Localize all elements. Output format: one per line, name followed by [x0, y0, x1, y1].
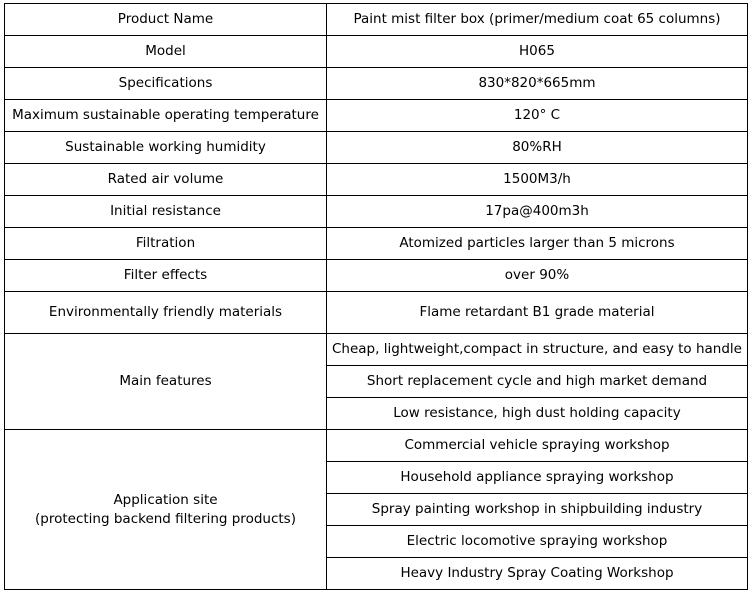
row-label: Filtration	[5, 228, 327, 260]
table-row	[5, 36, 748, 68]
application-item: Household appliance spraying workshop	[327, 462, 748, 494]
row-label: Product Name	[5, 4, 327, 36]
table-row	[5, 430, 748, 462]
row-value: H065	[327, 36, 748, 68]
row-label: Rated air volume	[5, 164, 327, 196]
table-row	[5, 132, 748, 164]
application-item: Spray painting workshop in shipbuilding industry	[327, 494, 748, 526]
table-row	[5, 100, 748, 132]
feature-item: Low resistance, high dust holding capacity	[327, 398, 748, 430]
feature-item: Cheap, lightweight,compact in structure, and easy to handle	[327, 334, 748, 366]
row-value: Paint mist filter box (primer/medium coat 65 columns)	[327, 4, 748, 36]
table-row	[5, 196, 748, 228]
main-features-label: Main features	[5, 334, 327, 430]
row-value: 1500M3/h	[327, 164, 748, 196]
row-label: Specifications	[5, 68, 327, 100]
application-site-subtitle: (protecting backend filtering products)	[35, 510, 296, 527]
row-value: Atomized particles larger than 5 microns	[327, 228, 748, 260]
table-row	[5, 334, 748, 366]
row-label: Maximum sustainable operating temperature	[5, 100, 327, 132]
row-label: Environmentally friendly materials	[5, 292, 327, 334]
product-spec-table	[4, 3, 748, 590]
application-item: Electric locomotive spraying workshop	[327, 526, 748, 558]
table-row	[5, 228, 748, 260]
table-row	[5, 292, 748, 334]
application-item: Heavy Industry Spray Coating Workshop	[327, 558, 748, 590]
application-item: Commercial vehicle spraying workshop	[327, 430, 748, 462]
row-label: Initial resistance	[5, 196, 327, 228]
row-label: Filter effects	[5, 260, 327, 292]
row-value: 80%RH	[327, 132, 748, 164]
table-row	[5, 68, 748, 100]
row-label: Sustainable working humidity	[5, 132, 327, 164]
row-value: 17pa@400m3h	[327, 196, 748, 228]
table-row	[5, 164, 748, 196]
table-row	[5, 260, 748, 292]
row-label: Model	[5, 36, 327, 68]
application-site-label	[5, 430, 327, 590]
row-value: Flame retardant B1 grade material	[327, 292, 748, 334]
table-row	[5, 4, 748, 36]
row-value: 830*820*665mm	[327, 68, 748, 100]
application-site-title: Application site	[113, 492, 218, 509]
row-value: 120° C	[327, 100, 748, 132]
feature-item: Short replacement cycle and high market demand	[327, 366, 748, 398]
row-value: over 90%	[327, 260, 748, 292]
